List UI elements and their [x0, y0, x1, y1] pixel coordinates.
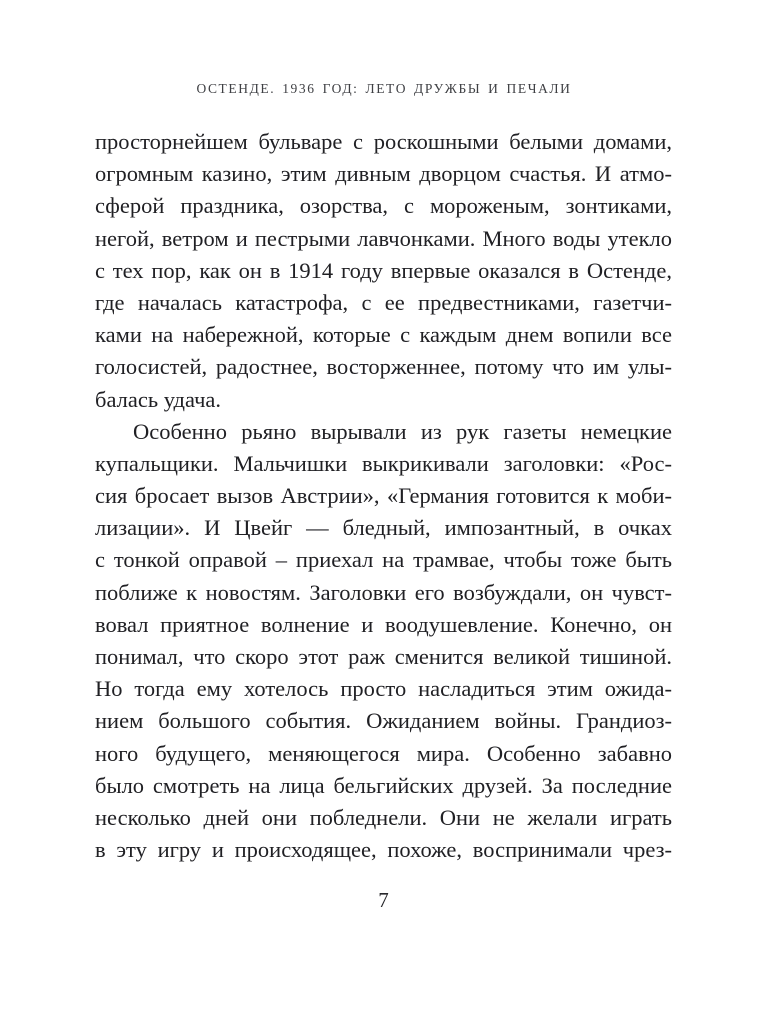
text-line: балась удача.	[95, 386, 222, 412]
text-line: огромным казино, этим дивным дворцом счастья. И атмо-	[95, 161, 672, 187]
page-number: 7	[378, 888, 389, 912]
text-line: просторнейшем бульваре с роскошными белыми домами,	[95, 129, 672, 154]
text-line: где началась катастрофа, с ее предвестниками, газетчи-	[95, 289, 672, 315]
running-header: ОСТЕНДЕ. 1936 ГОД: ЛЕТО ДРУЖБЫ И ПЕЧАЛИ	[196, 81, 572, 96]
text-block	[95, 126, 672, 866]
text-line: с тех пор, как он в 1914 году впервые оказался в Остенде,	[95, 257, 672, 283]
text-line: Но тогда ему хотелось просто насладиться этим ожида-	[95, 676, 672, 702]
text-line: сферой праздника, озорства, с мороженым, зонтиками,	[95, 193, 672, 219]
text-line: было смотреть на лица бельгийских друзей. За последние	[95, 772, 672, 798]
text-line: несколько дней они побледнели. Они не желали играть	[95, 804, 672, 830]
text-line: поближе к новостям. Заголовки его возбуждали, он чувст-	[95, 579, 672, 605]
text-line: сия бросает вызов Австрии», «Германия готовится к моби-	[95, 483, 672, 509]
text-line: ками на набережной, которые с каждым днем вопили все	[95, 322, 672, 348]
text-line: голосистей, радостнее, восторженнее, потому что им улы-	[95, 354, 672, 380]
text-line: понимал, что скоро этот раж сменится великой тишиной.	[95, 644, 672, 669]
text-line: в эту игру и происходящее, похоже, воспринимали чрез-	[95, 837, 672, 863]
text-line: купальщики. Мальчишки выкрикивали заголовки: «Рос-	[95, 450, 672, 476]
text-line: с тонкой оправой – приехал на трамвае, чтобы тоже быть	[95, 547, 672, 573]
text-line: ного будущего, меняющегося мира. Особенно забавно	[95, 740, 672, 766]
text-line: нием большого события. Ожиданием войны. Грандиоз-	[95, 708, 672, 734]
text-line: вовал приятное волнение и воодушевление. Конечно, он	[95, 611, 672, 637]
text-line: лизации». И Цвейг — бледный, импозантный, в очках	[95, 515, 672, 541]
text-line: негой, ветром и пестрыми лавчонками. Много воды утекло	[95, 225, 672, 251]
text-line: Особенно рьяно вырывали из рук газеты немецкие	[133, 418, 672, 444]
